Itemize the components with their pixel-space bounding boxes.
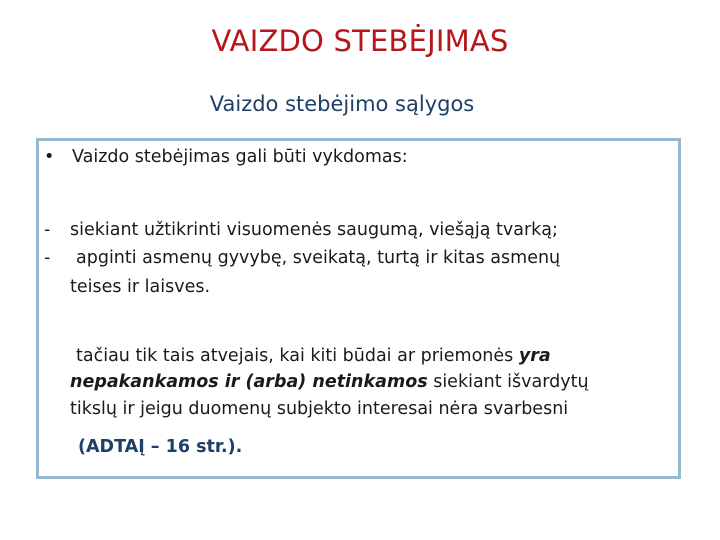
- dash-item-text: siekiant užtikrinti visuomenės saugumą, viešąją tvarką;: [70, 220, 558, 240]
- slide-subtitle: Vaizdo stebėjimo sąlygos: [209, 92, 475, 116]
- bullet-marker: •: [44, 147, 55, 167]
- dash-marker: -: [44, 220, 51, 240]
- slide-title: VAIZDO STEBĖJIMAS: [211, 24, 509, 58]
- paragraph-line: [70, 372, 589, 393]
- dash-marker: -: [44, 248, 51, 268]
- dash-item-text: apginti asmenų gyvybę, sveikatą, turtą ir kitas asmenų: [76, 248, 561, 268]
- dash-item-text: teises ir laisves.: [70, 277, 211, 297]
- paragraph-line: tikslų ir jeigu duomenų subjekto interesai nėra svarbesni: [70, 399, 569, 419]
- paragraph-text: tačiau tik tais atvejais, kai kiti būdai ar priemonės: [76, 346, 519, 366]
- paragraph-emphasis: yra: [518, 346, 551, 366]
- bullet-text: Vaizdo stebėjimas gali būti vykdomas:: [72, 147, 408, 167]
- paragraph-line: [76, 346, 551, 367]
- paragraph-text: siekiant išvardytų: [427, 372, 589, 392]
- content-box: [36, 138, 681, 479]
- paragraph-emphasis: nepakankamos ir (arba) netinkamos: [70, 372, 428, 392]
- legal-reference: (ADTAĮ – 16 str.).: [78, 437, 243, 457]
